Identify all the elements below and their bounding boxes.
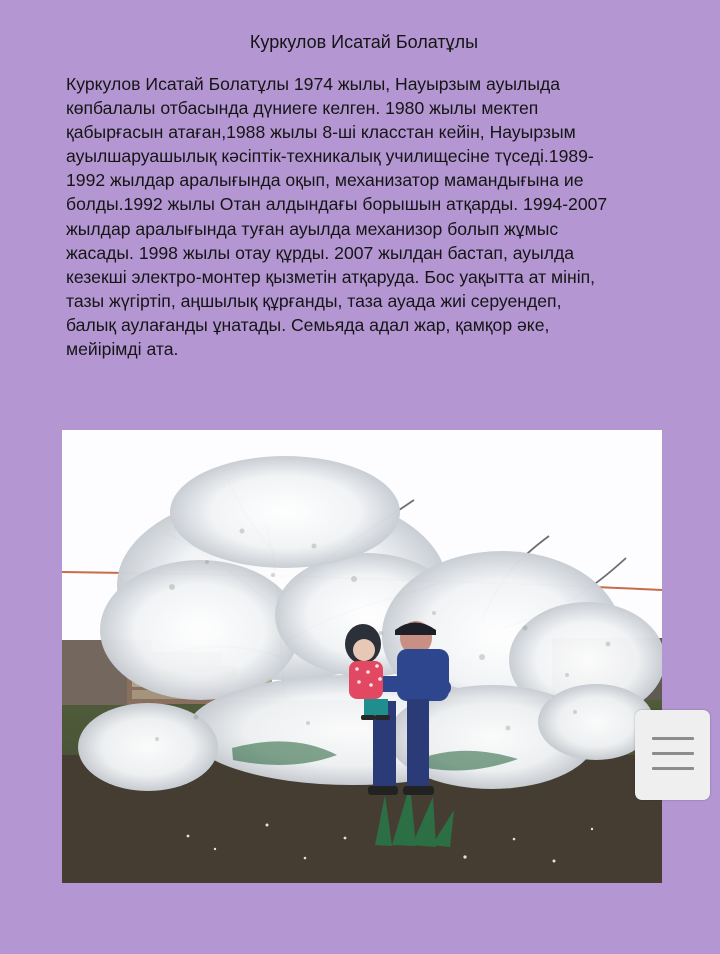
menu-button[interactable]: [635, 710, 710, 800]
menu-line-middle: [652, 752, 694, 755]
biography-text: Куркулов Исатай Болатұлы 1974 жылы, Науырзым ауылыда көпбалалы отбасында дүниеге келген. 1980 жылы мектеп қабырғасын атаған,1988 жылы 8-ші класстан кейін, Науырзым ауылшаруашылық кәсіптік-техникалық училищесіне түседі.1989- 1992 жылдар аралығында оқып, механизатор мамандығына ие болды.1992 жылы Отан алдындағы борышын атқарды. 1994-2007 жылдар аралығында туған ауылда механизор болып жұмыс жасады. 1998 жылы отау құрды. 2007 жылдан бастап, ауылда кезекші электро-монтер қызметін атқаруда. Бос уақытта ат мініп, тазы жүгіртіп, аңшылық құрғанды, таза ауада жиі серуендеп, балық аулағанды ұнатады. Семьяда адал жар, қамқор әке, мейірімді ата.: [66, 74, 608, 360]
blooming-tree-photo: [62, 430, 662, 883]
menu-icon: [652, 737, 694, 771]
photo-icon: [62, 430, 662, 883]
menu-line-bottom: [652, 767, 694, 770]
menu-line-top: [652, 737, 694, 740]
page-title: Куркулов Исатай Болатұлы: [249, 32, 479, 52]
